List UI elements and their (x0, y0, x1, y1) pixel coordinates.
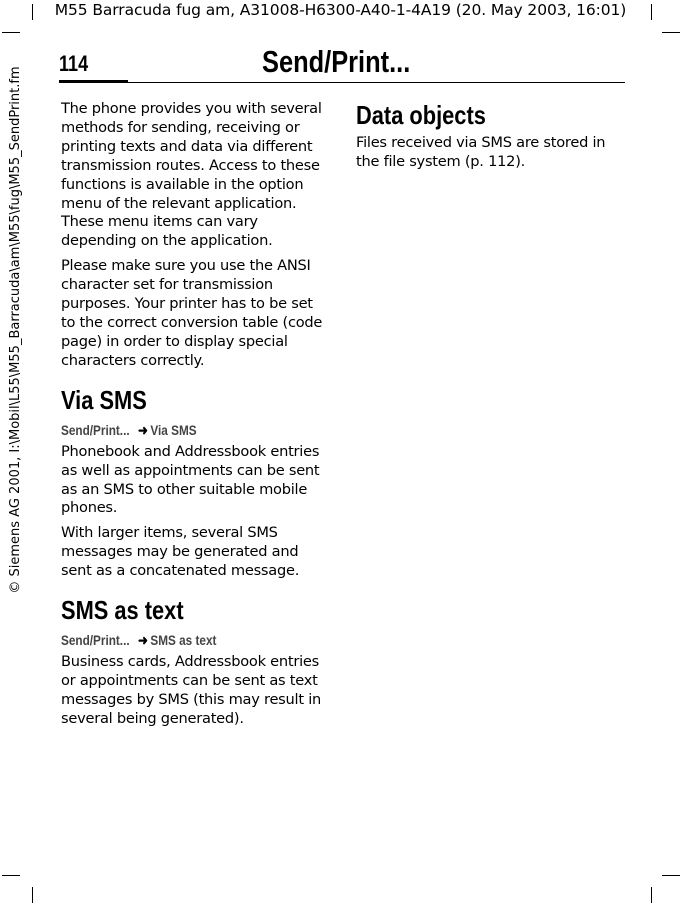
document-header: M55 Barracuda fug am, A31008-H6300-A40-1-4A19 (20. May 2003, 16:01) (54, 1, 627, 19)
intro-paragraph-2: Please make sure you use the ANSI character set for transmission purposes. Your printer has to be set to the correct conversion table (code page) in order to display special characters correctly. (61, 257, 323, 369)
copyright-side-note: © Siemens AG 2001, I:\Mobil\L55\M55_Barracuda\am\M55\fug\M55_SendPrint.fm (8, 66, 23, 594)
crop-mark-bottom-left-h (2, 875, 20, 876)
header-rule-thick (59, 80, 128, 83)
menu-path-start: Send/Print... (61, 632, 130, 649)
data-objects-heading: Data objects (356, 100, 486, 130)
arrow-right-icon: ➜ (138, 421, 148, 438)
sms-as-text-paragraph-1: Business cards, Addressbook entries or appointments can be sent as text messages by SMS (this may result in several being generated). (61, 653, 322, 727)
crop-mark-top-right-h (662, 32, 680, 33)
menu-path-start: Send/Print... (61, 421, 130, 438)
via-sms-menu-path (61, 421, 286, 439)
arrow-right-icon: ➜ (138, 632, 148, 649)
left-column (61, 100, 329, 735)
via-sms-paragraph-1: Phonebook and Addressbook entries as well as appointments can be sent as an SMS to other suitable mobile phones. (61, 442, 320, 517)
intro-paragraph-1: The phone provides you with several methods for sending, receiving or printing texts and data via different transmission routes. Access to these functions is available in the option menu of the relevant application. These menu items can vary depending on the application. (61, 100, 322, 250)
header-rule (128, 82, 625, 83)
sms-as-text-menu-path (61, 631, 286, 649)
via-sms-heading: Via SMS (61, 384, 147, 415)
crop-mark-bottom-right (651, 887, 652, 903)
via-sms-paragraph-2: With larger items, several SMS messages may be generated and sent as a concatenated message. (61, 524, 300, 580)
right-column (356, 100, 624, 178)
sms-as-text-heading: SMS as text (61, 595, 184, 626)
page-number: 114 (59, 51, 89, 76)
menu-path-end: SMS as text (150, 632, 217, 649)
crop-mark-bottom-left (32, 887, 33, 903)
page-title: Send/Print... (262, 44, 411, 79)
crop-mark-top-left-h (2, 32, 20, 33)
data-objects-paragraph: Files received via SMS are stored in the file system (p. 112). (356, 134, 606, 170)
crop-mark-bottom-right-h (662, 875, 680, 876)
menu-path-end: Via SMS (150, 421, 197, 438)
